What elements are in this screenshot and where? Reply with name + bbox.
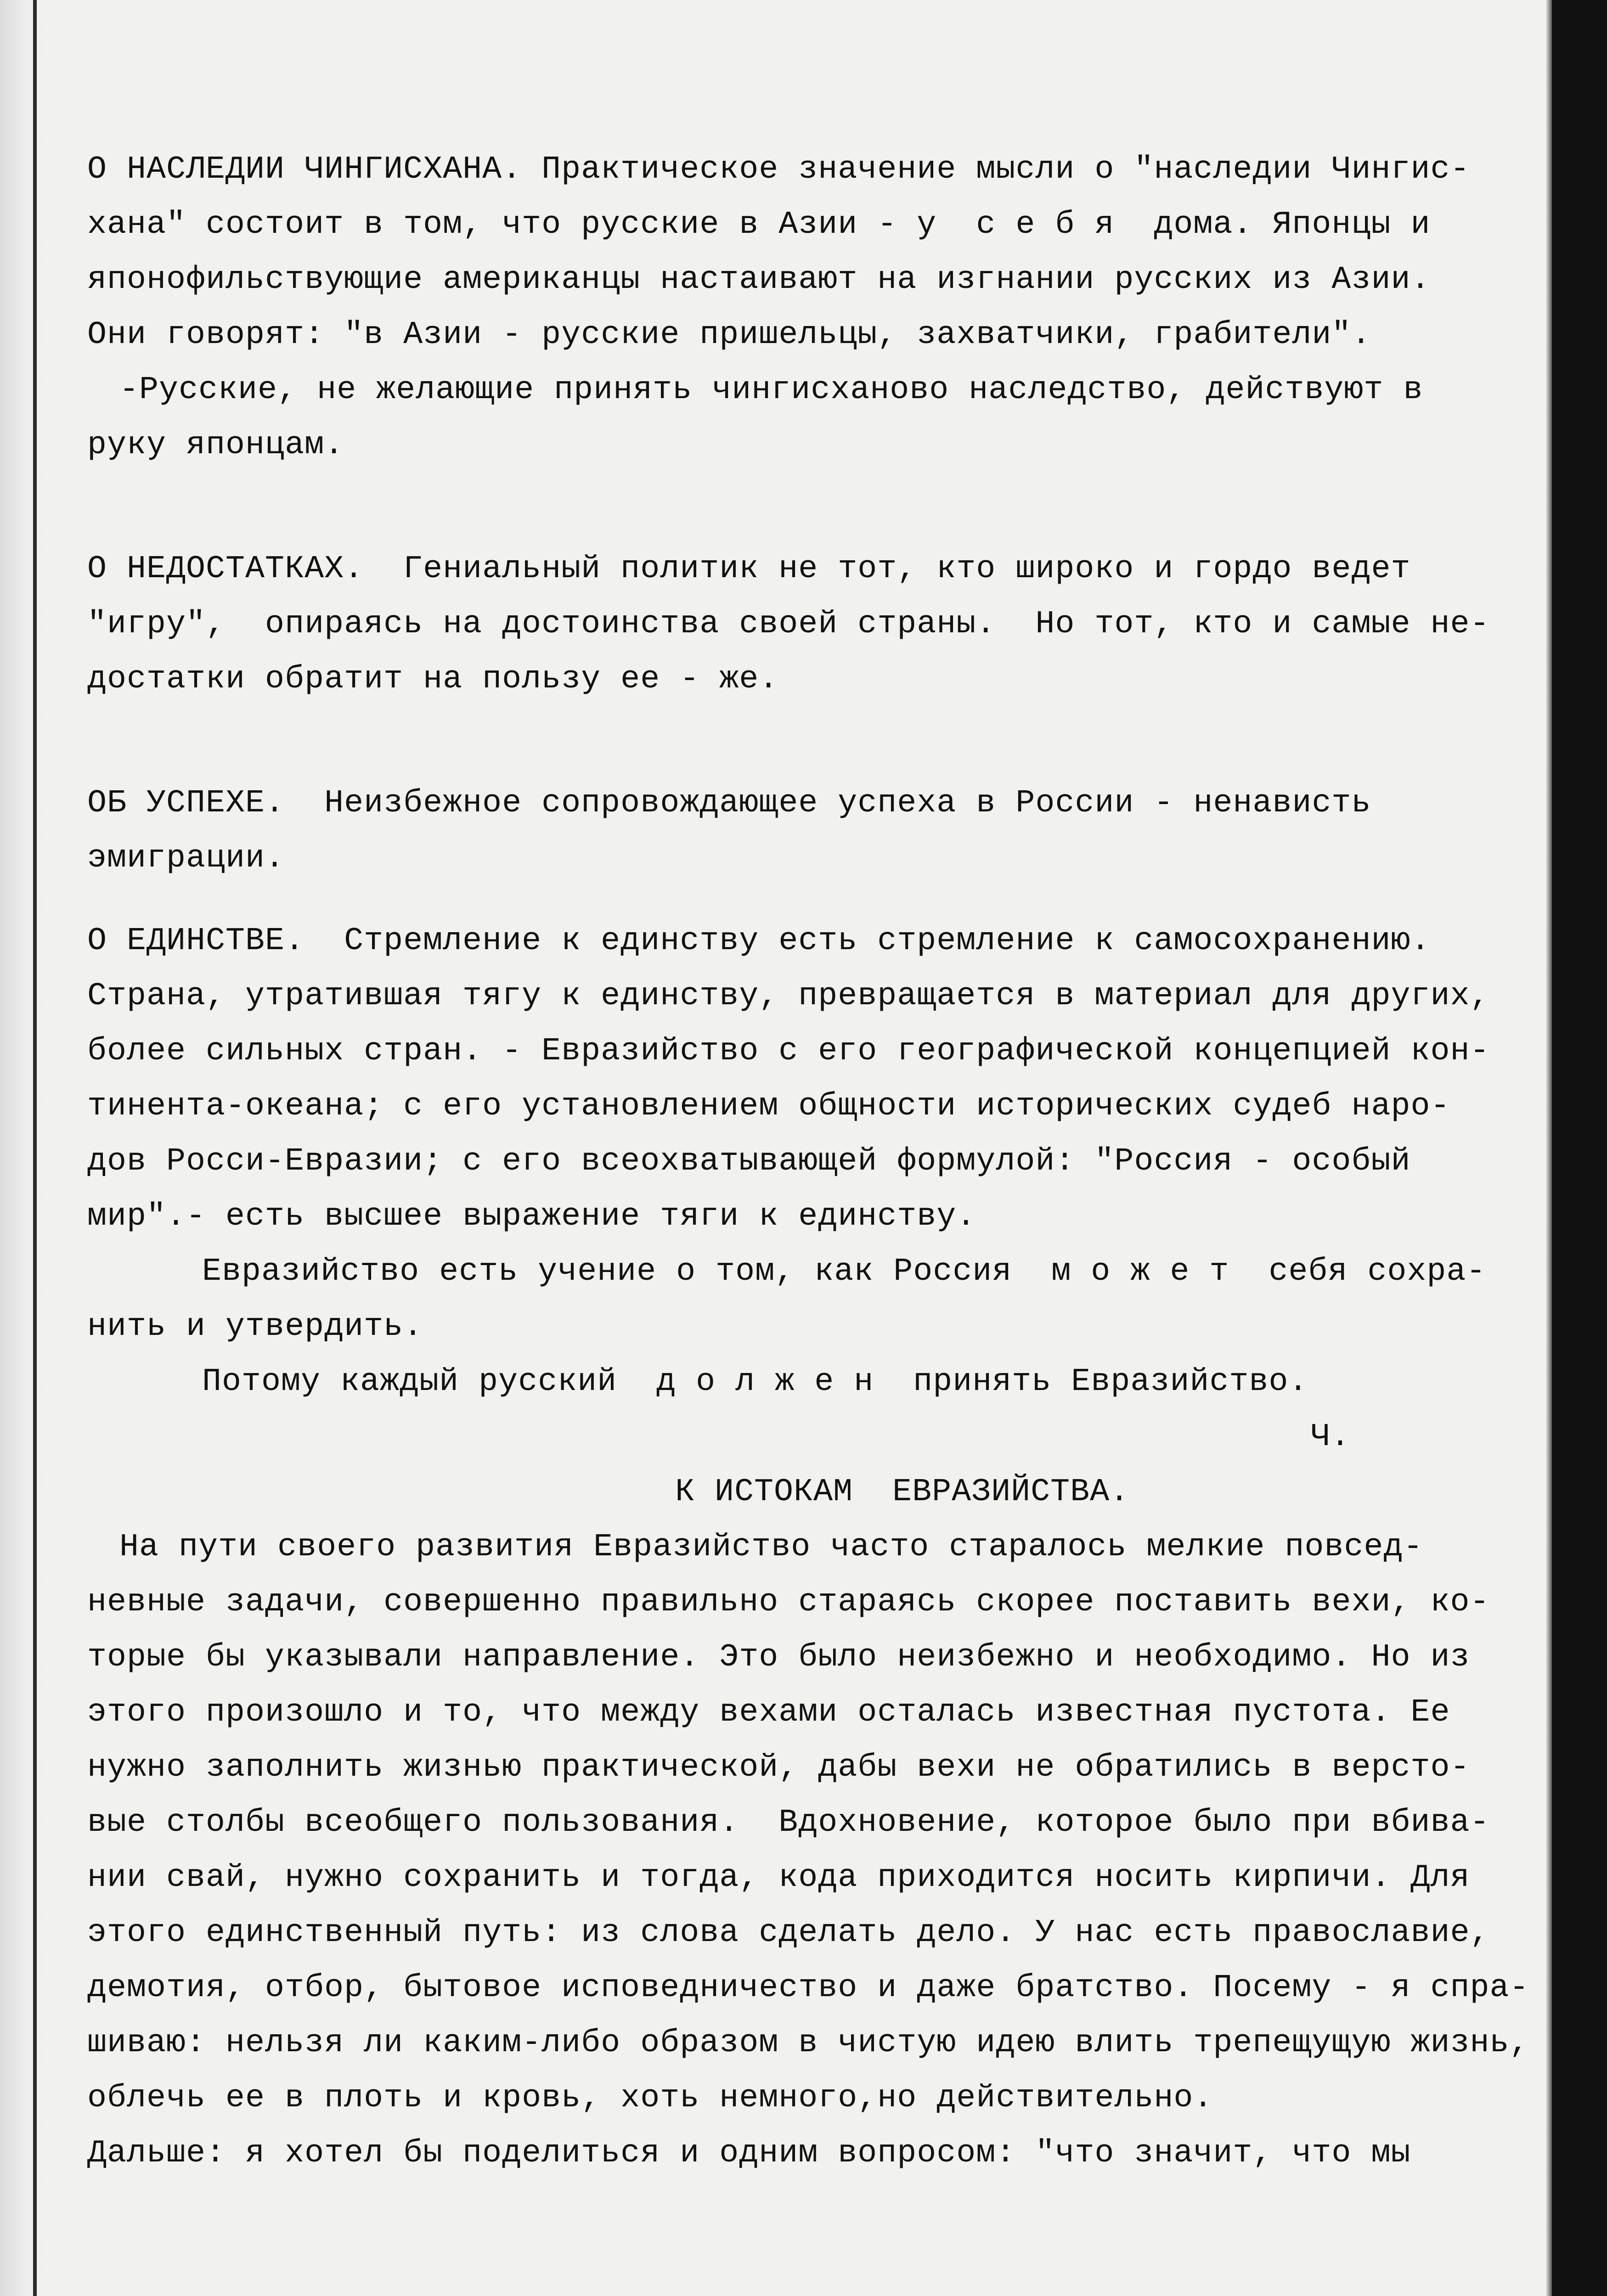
page-right-dark-border — [1552, 0, 1607, 2296]
signature: Ч. — [1310, 1419, 1350, 1455]
text-line: О НЕДОСТАТКАХ. Гениальный политик не тот, кто широко и гордо ведет — [87, 551, 1411, 587]
section-heading: К ИСТОКАМ ЕВРАЗИЙСТВА. — [675, 1474, 1130, 1510]
text-line: нить и утвердить. — [87, 1309, 423, 1345]
text-line: этого произошло и то, что между вехами осталась известная пустота. Ее — [87, 1694, 1450, 1731]
text-line: тинента-океана; с его установлением общности исторических судеб наро- — [87, 1088, 1450, 1125]
text-line: достатки обратит на пользу ее - же. — [87, 661, 779, 698]
text-line: невные задачи, совершенно правильно стараясь скорее поставить вехи, ко- — [87, 1584, 1490, 1621]
text-line: Потому каждый русский д о л ж е н принять Евразийство. — [202, 1364, 1308, 1400]
text-line: О ЕДИНСТВЕ. Стремление к единству есть стремление к самосохранению. — [87, 923, 1431, 959]
typewritten-text — [87, 142, 1529, 2181]
text-line: нужно заполнить жизнью практической, дабы вехи не обратились в версто- — [87, 1750, 1470, 1786]
page-left-binding-line — [33, 0, 37, 2296]
text-line: На пути своего развития Евразийство часто старалось мелкие повсед- — [119, 1529, 1423, 1565]
section-sources — [87, 1465, 1529, 2181]
text-line: Евразийство есть учение о том, как Россия м о ж е т себя сохра- — [202, 1254, 1486, 1290]
text-line: -Русские, не желающие принять чингисханово наследство, действуют в — [119, 372, 1423, 408]
text-line: ОБ УСПЕХЕ. Неизбежное сопровождающее успеха в России - ненависть — [87, 785, 1371, 822]
paragraph-gap — [87, 886, 1516, 914]
text-line: Дальше: я хотел бы поделиться и одним вопросом: "что значит, что мы — [87, 2135, 1411, 2172]
text-line: облечь ее в плоть и кровь, хоть немного,но действительно. — [87, 2080, 1213, 2116]
page-right-edge-shadow — [1545, 0, 1552, 2296]
text-line: этого единственный путь: из слова сделать дело. У нас есть православие, — [87, 1915, 1490, 1951]
text-line: О НАСЛЕДИИ ЧИНГИСХАНА. Практическое значение мысли о "наследии Чингис- — [87, 152, 1470, 188]
text-line: демотия, отбор, бытовое исповедничество и даже братство. Посему - я спра- — [87, 1970, 1529, 2006]
text-line: эмиграции. — [87, 840, 285, 877]
page-left-margin-shadow — [0, 0, 51, 2296]
text-line: дов Росси-Евразии; с его всеохватывающей формулой: "Россия - особый — [87, 1143, 1411, 1180]
text-line: "игру", опираясь на достоинства своей страны. Но тот, кто и самые не- — [87, 606, 1490, 642]
paragraph-gap — [87, 707, 1516, 776]
text-line: японофильствующие американцы настаивают на изгнании русских из Азии. — [87, 262, 1431, 298]
section-success — [87, 776, 1516, 886]
text-line: нии свай, нужно сохранить и тогда, кода приходится носить кирпичи. Для — [87, 1860, 1470, 1896]
text-line: мир".- есть высшее выражение тяги к единству. — [87, 1199, 976, 1235]
text-line: вые столбы всеобщего пользования. Вдохновение, которое было при вбива- — [87, 1805, 1490, 1841]
text-line: руку японцам. — [87, 427, 344, 463]
section-heritage — [87, 142, 1516, 473]
text-line: Страна, утратившая тягу к единству, превращается в материал для других, — [87, 978, 1490, 1014]
text-line: хана" состоит в том, что русские в Азии - у с е б я дома. Японцы и — [87, 207, 1431, 243]
section-shortcomings — [87, 542, 1516, 707]
text-line: торые бы указывали направление. Это было неизбежно и необходимо. Но из — [87, 1639, 1470, 1676]
text-line: более сильных стран. - Евразийство с его географической концепцией кон- — [87, 1033, 1490, 1069]
text-line: шиваю: нельзя ли каким-либо образом в чистую идею влить трепещущую жизнь, — [87, 2025, 1529, 2061]
paragraph-gap — [87, 473, 1516, 542]
section-unity — [87, 914, 1516, 1465]
text-line: Они говорят: "в Азии - русские пришельцы, захватчики, грабители". — [87, 317, 1371, 353]
